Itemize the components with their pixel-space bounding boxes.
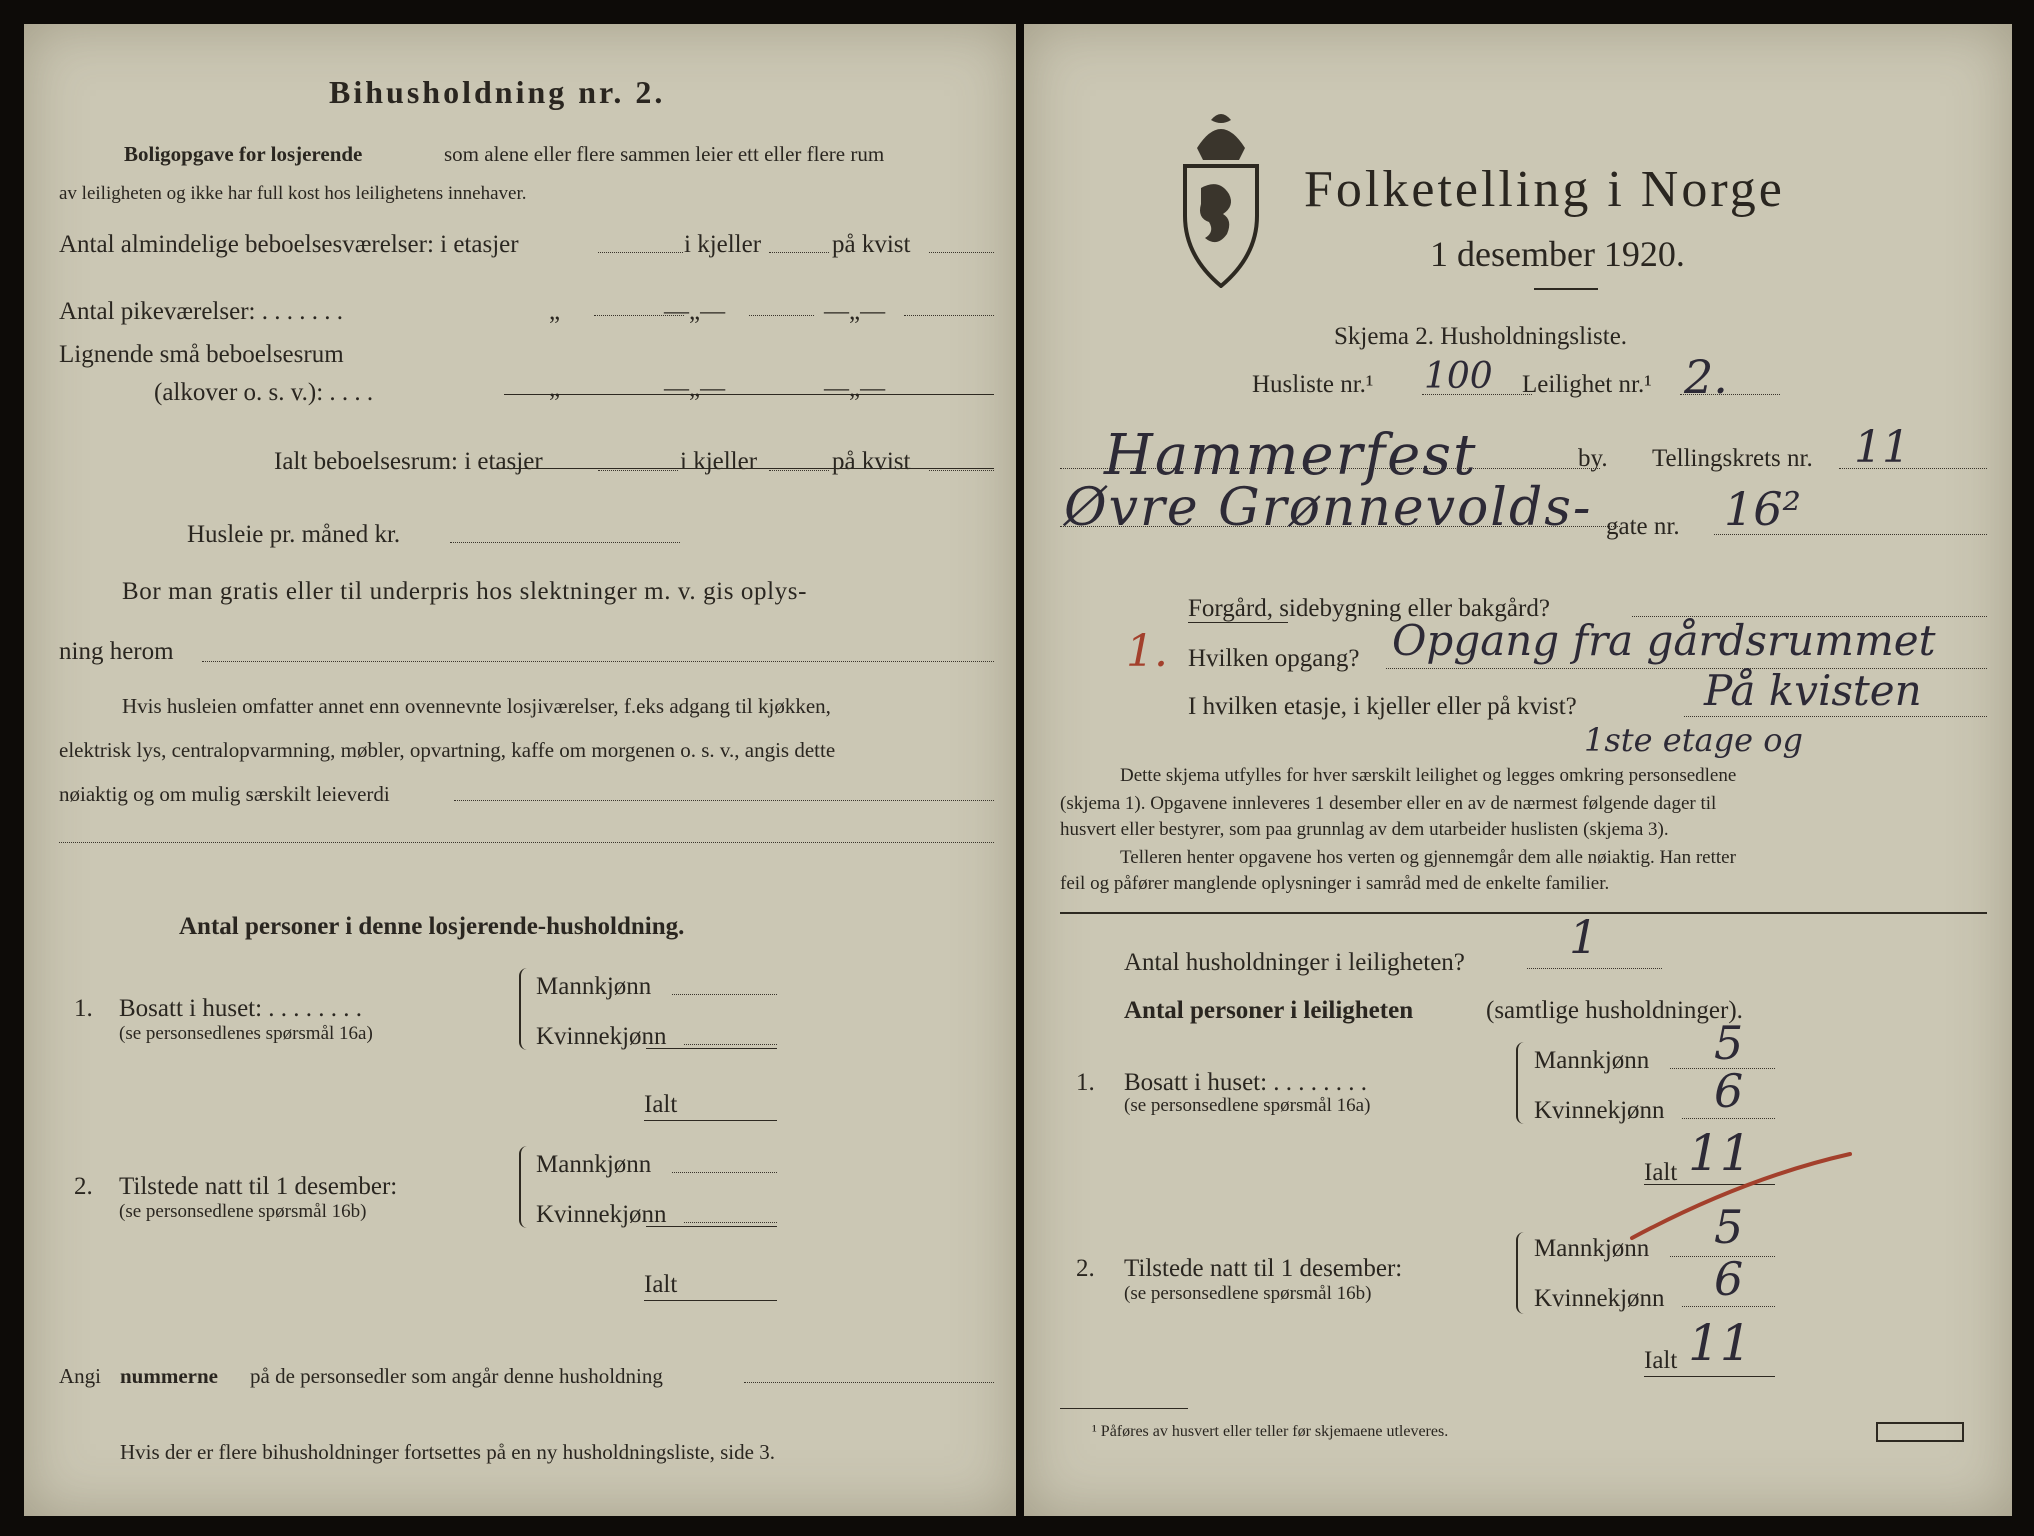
persons-heading: Antal personer i denne losjerende-husholdning.	[179, 913, 685, 940]
r-q2-ialt-value: 11	[1688, 1314, 1752, 1372]
q1-kvinne-label: Kvinnekjønn	[536, 1023, 667, 1050]
q2-ialt-label: Ialt	[644, 1271, 678, 1298]
intro-text: som alene eller flere sammen leier ett eller flere rum	[444, 142, 885, 166]
small-rooms-label: Lignende små beboelsesrum	[59, 341, 344, 368]
q1-ialt-field[interactable]	[644, 1120, 777, 1121]
q1-note: (se personsedlenes spørsmål 16a)	[119, 1023, 373, 1044]
incl-field-2[interactable]	[59, 842, 994, 843]
q1-brace	[519, 968, 531, 1050]
street-value: Øvre Grønnevolds-	[1064, 478, 1593, 538]
angi-pre: Angi	[59, 1364, 101, 1388]
q2-kvinne-field[interactable]	[684, 1222, 777, 1223]
footnote-rule	[1060, 1408, 1188, 1409]
incl-text-3: nøiaktig og om mulig særskilt leieverdi	[59, 782, 390, 806]
persons-rest: (samtlige husholdninger).	[1486, 997, 1743, 1024]
r-q1-brace	[1516, 1042, 1528, 1124]
pike-ditto-2: —„—	[664, 298, 726, 325]
r-q2-kvinne-field[interactable]	[1682, 1306, 1775, 1307]
etasje-label: I hvilken etasje, i kjeller eller på kvist?	[1188, 693, 1577, 720]
r-q1-note: (se personsedlene spørsmål 16a)	[1124, 1095, 1371, 1116]
r-q2-kvinne-value: 6	[1714, 1252, 1744, 1306]
r-q2-ialt-field[interactable]	[1644, 1376, 1775, 1377]
form-subtitle: 1 desember 1920.	[1430, 234, 1685, 274]
husliste-value: 100	[1424, 356, 1493, 397]
r-q2-label: Tilstede natt til 1 desember:	[1124, 1255, 1403, 1282]
small-rooms-label-2: (alkover o. s. v.): . . . .	[154, 379, 374, 406]
q1-ialt-label: Ialt	[644, 1091, 678, 1118]
r-q1-ialt-label: Ialt	[1644, 1159, 1678, 1186]
leilighet-label: Leilighet nr.¹	[1522, 371, 1652, 398]
q2-label: Tilstede natt til 1 desember:	[119, 1173, 398, 1200]
info-text-3: husvert eller bestyrer, som paa grunnlag av dem utarbeider huslisten (skjema 3).	[1060, 819, 1669, 840]
q2-mann-field[interactable]	[672, 1172, 777, 1173]
r-q1-kvinne-value: 6	[1714, 1064, 1744, 1118]
info-text-5: feil og påfører manglende oplysninger i samråd med de enkelte familier.	[1060, 873, 1610, 894]
left-footer: Hvis der er flere bihusholdninger fortsettes på en ny husholdningsliste, side 3.	[120, 1440, 775, 1464]
krets-value: 11	[1854, 422, 1910, 473]
total-rooms-label: Ialt beboelsesrum: i etasjer	[274, 448, 543, 475]
rooms-kvist-label: på kvist	[832, 231, 911, 258]
r-q2-mann-label: Mannkjønn	[1534, 1235, 1650, 1262]
forgaard-label: Forgård, sidebygning eller bakgård?	[1188, 595, 1550, 622]
r-q1-mann-value: 5	[1714, 1016, 1744, 1070]
r-q1-label: Bosatt i huset: . . . . . . . .	[1124, 1069, 1368, 1096]
forgaard-underline	[1188, 622, 1288, 623]
info-text-2: (skjema 1). Opgavene innleveres 1 desember eller en av de nærmest følgende dager til	[1060, 793, 1717, 814]
total-rooms-underline	[494, 468, 994, 469]
title-divider	[1534, 288, 1598, 290]
total-etasjer-field[interactable]	[598, 470, 678, 471]
total-kjeller-field[interactable]	[769, 470, 829, 471]
r-q1-kvinne-label: Kvinnekjønn	[1534, 1097, 1665, 1124]
info-text-1: Dette skjema utfylles for hver særskilt leilighet og legges omkring personsedlene	[1120, 765, 1737, 786]
r-q2-ialt-label: Ialt	[1644, 1347, 1678, 1374]
correction-strike	[1624, 1148, 1864, 1254]
q1-mann-label: Mannkjønn	[536, 973, 652, 1000]
small-ditto-3: —„—	[824, 375, 886, 402]
info-text-4: Telleren henter opgavene hos verten og gjennemgår dem alle nøiaktig. Han retter	[1120, 847, 1736, 868]
intro-text-line2: av leiligheten og ikke har full kost hos leilighetens innehaver.	[59, 183, 527, 204]
form-title: Folketelling i Norge	[1304, 161, 1785, 218]
q1-mann-field[interactable]	[672, 994, 777, 995]
rent-field[interactable]	[450, 542, 680, 543]
etasje-field[interactable]	[1684, 716, 1987, 717]
incl-text-2: elektrisk lys, centralopvarmning, møbler, opvartning, kaffe om morgenen o. s. v., angis dette	[59, 738, 836, 762]
total-kvist-field[interactable]	[929, 470, 994, 471]
footnote-text: ¹ Påføres av husvert eller teller før skjemaene utleveres.	[1092, 1423, 1449, 1440]
q2-brace	[519, 1146, 531, 1228]
husliste-label: Husliste nr.¹	[1252, 371, 1374, 398]
incl-field[interactable]	[454, 800, 994, 801]
total-kvist-label: på kvist	[832, 448, 911, 475]
households-value: 1	[1569, 910, 1599, 964]
q2-ialt-field[interactable]	[644, 1300, 777, 1301]
left-page	[24, 24, 1016, 1516]
small-ditto-2: —„—	[664, 375, 726, 402]
opgang-label: Hvilken opgang?	[1188, 645, 1360, 672]
free-field[interactable]	[202, 661, 994, 662]
small-rooms-underline	[504, 394, 994, 395]
by-label: by.	[1578, 445, 1608, 472]
rooms-kjeller-label: i kjeller	[684, 231, 762, 258]
rooms-label: Antal almindelige beboelsesværelser: i etasjer	[59, 231, 519, 258]
r-q1-ialt-value: 11	[1688, 1124, 1752, 1182]
r-q1-mann-label: Mannkjønn	[1534, 1047, 1650, 1074]
r-q1-kvinne-field[interactable]	[1682, 1118, 1775, 1119]
total-kjeller-label: i kjeller	[680, 448, 758, 475]
gate-label: gate nr.	[1606, 513, 1680, 540]
leilighet-value: 2.	[1684, 350, 1728, 404]
rooms-kvist-field[interactable]	[929, 252, 994, 253]
coat-of-arms-icon	[1179, 110, 1263, 288]
q2-kvinne-label: Kvinnekjønn	[536, 1201, 667, 1228]
angi-field[interactable]	[744, 1382, 994, 1383]
r-q2-note: (se personsedlene spørsmål 16b)	[1124, 1283, 1372, 1304]
r-q2-mann-value: 5	[1714, 1200, 1744, 1254]
schema-label: Skjema 2. Husholdningsliste.	[1334, 323, 1628, 350]
angi-bold: nummerne	[120, 1364, 218, 1388]
incl-text-1: Hvis husleien omfatter annet enn ovennevnte losjiværelser, f.eks adgang til kjøkken,	[122, 694, 831, 718]
q1-num: 1.	[74, 995, 93, 1022]
q2-num: 2.	[74, 1173, 93, 1200]
etasje-value-2: 1ste etage og	[1584, 721, 1803, 759]
printer-stamp	[1876, 1422, 1964, 1442]
right-page	[1024, 24, 2012, 1516]
q2-kvinne-underline	[646, 1226, 777, 1227]
opgang-mark: 1.	[1126, 626, 1168, 677]
pike-ditto-3: —„—	[824, 298, 886, 325]
bihusholdning-heading: Bihusholdning nr. 2.	[329, 74, 666, 110]
info-divider	[1060, 912, 1987, 914]
opgang-value: Opgang fra gårdsrummet	[1392, 616, 1936, 665]
r-q2-brace	[1516, 1232, 1528, 1314]
city-value: Hammerfest	[1104, 423, 1478, 488]
q2-note: (se personsedlene spørsmål 16b)	[119, 1201, 367, 1222]
r-q2-kvinne-label: Kvinnekjønn	[1534, 1285, 1665, 1312]
pike-label: Antal pikeværelser: . . . . . . .	[59, 298, 343, 325]
households-label: Antal husholdninger i leiligheten?	[1124, 949, 1465, 976]
krets-label: Tellingskrets nr.	[1652, 445, 1813, 472]
rooms-etasjer-field[interactable]	[598, 252, 683, 253]
rent-label: Husleie pr. måned kr.	[187, 521, 401, 548]
r-q2-num: 2.	[1076, 1255, 1095, 1282]
small-ditto-1: „	[549, 375, 561, 402]
persons-bold: Antal personer i leiligheten	[1124, 997, 1414, 1024]
q1-label: Bosatt i huset: . . . . . . . .	[119, 995, 363, 1022]
etasje-value: På kvisten	[1704, 666, 1922, 715]
intro-bold: Boligopgave for losjerende	[124, 142, 363, 166]
gate-value: 16²	[1724, 482, 1801, 536]
pike-kjeller-field[interactable]	[749, 315, 814, 316]
q1-kvinne-field[interactable]	[684, 1044, 777, 1045]
rooms-kjeller-field[interactable]	[769, 252, 829, 253]
r-q1-num: 1.	[1076, 1069, 1095, 1096]
q1-kvinne-underline	[646, 1048, 777, 1049]
pike-kvist-field[interactable]	[904, 315, 994, 316]
households-field[interactable]	[1527, 968, 1662, 969]
free-text: Bor man gratis eller til underpris hos slektninger m. v. gis oplys-	[122, 578, 808, 605]
angi-rest: på de personsedler som angår denne husholdning	[250, 1364, 663, 1388]
pike-ditto-1: „	[549, 298, 561, 325]
q2-mann-label: Mannkjønn	[536, 1151, 652, 1178]
free-text-2: ning herom	[59, 638, 174, 665]
